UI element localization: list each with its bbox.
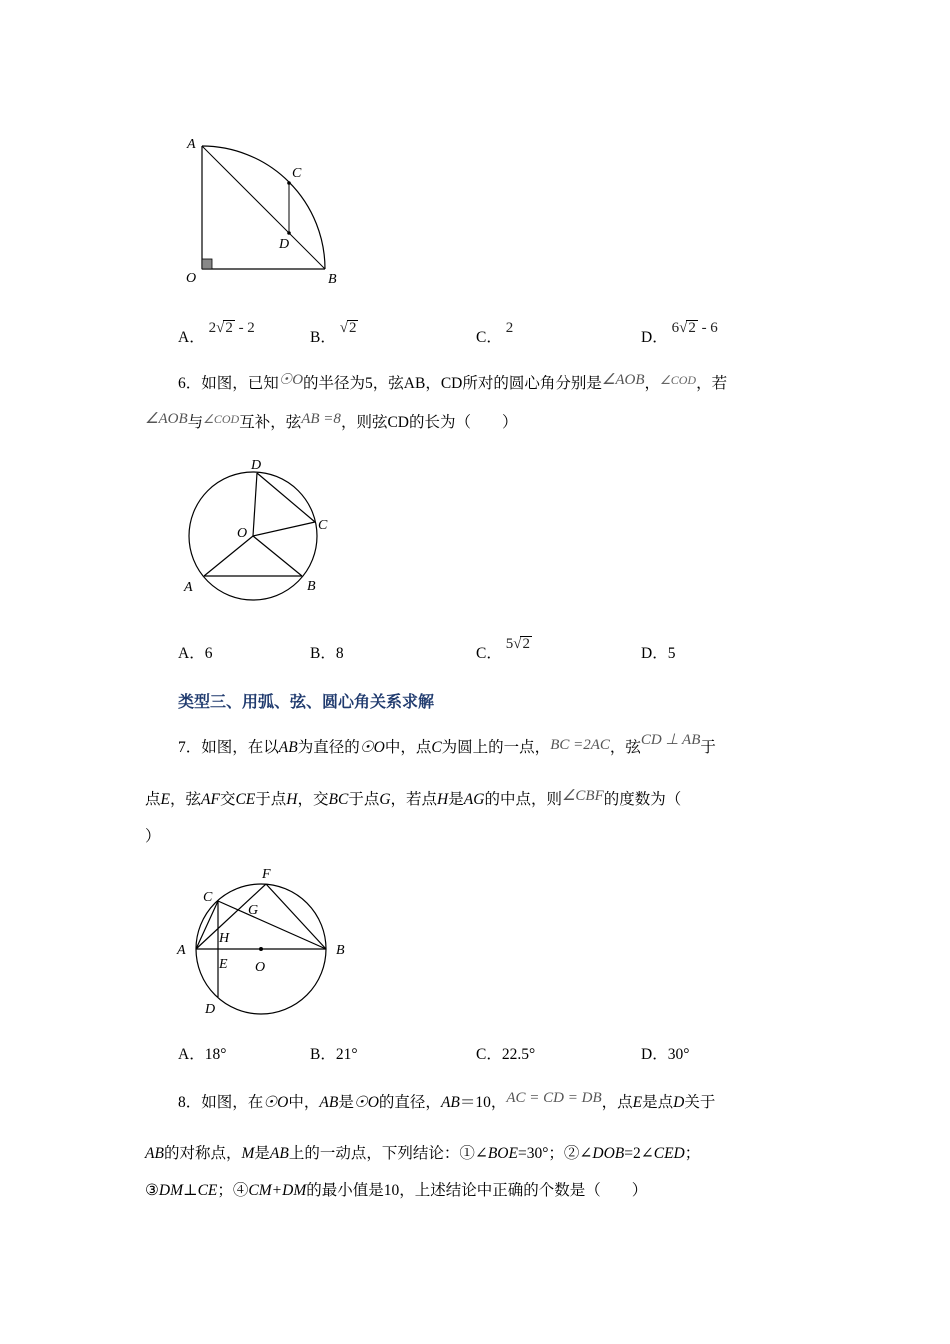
q8-text: 8．如图，在	[178, 1094, 264, 1111]
q5-option-d[interactable]: D． 6√2 - 6	[641, 320, 718, 346]
q7-line-2	[145, 787, 681, 809]
q5-option-b-rad: 2	[348, 320, 357, 336]
q8-line-1	[178, 1090, 715, 1112]
q6-option-b[interactable]: B．8	[310, 645, 344, 662]
fig3-label-e: E	[219, 957, 228, 972]
q5-option-a-tail: - 2	[234, 320, 255, 336]
fig3-label-f: F	[262, 867, 271, 882]
q6-option-c-rad: 2	[522, 636, 530, 652]
q6-option-a[interactable]: A．6	[178, 645, 213, 662]
q5-option-b-label: B．	[310, 329, 336, 346]
q7-text: 是	[448, 791, 464, 808]
q5-option-a[interactable]: A． 2√2 - 2	[178, 320, 255, 346]
section-heading: 类型三、用弧、弦、圆心角关系求解	[178, 692, 435, 711]
q7-ab: AB	[278, 739, 298, 756]
q8-text: ；④	[217, 1182, 249, 1199]
q7-text: 7．如图，在以	[178, 739, 279, 756]
q6-text: 互补，弦	[239, 414, 302, 431]
q8-line-3	[145, 1178, 647, 1200]
q6-text: 6．如图，已知	[178, 375, 279, 392]
q8-ce: CE	[197, 1182, 218, 1199]
q8-text: 中，	[288, 1094, 320, 1111]
q7-ce: CE	[235, 791, 256, 808]
q8-text: 上的一动点，下列结论：①∠	[288, 1145, 488, 1162]
q8-text: 是	[254, 1145, 270, 1162]
q8-text: 是点	[642, 1094, 674, 1111]
q7-text: 交	[219, 791, 236, 808]
q8-point-d: D	[673, 1094, 685, 1111]
q7-text: 中，点	[384, 739, 432, 756]
q6-ab-eq: AB =8	[301, 411, 341, 427]
q8-line-2	[145, 1141, 700, 1163]
q8-text: =30°；②∠	[517, 1145, 593, 1162]
q5-option-c-val: 2	[505, 320, 514, 336]
q7-option-c[interactable]: C．22.5°	[476, 1046, 536, 1063]
q6-circle-o: ☉O	[278, 372, 304, 388]
q7-ag: AG	[463, 791, 485, 808]
q7-option-b[interactable]: B．21°	[310, 1046, 358, 1063]
q7-text: 的度数为（	[603, 791, 682, 808]
q6-angle-cod-2: ∠COD	[203, 412, 240, 426]
fig3-label-c: C	[203, 890, 213, 905]
q7-option-d[interactable]: D．30°	[641, 1046, 690, 1063]
q8-ab-4: AB	[269, 1145, 289, 1162]
fig1-label-d: D	[279, 237, 290, 252]
q8-text: 是	[338, 1094, 354, 1111]
q7-af: AF	[201, 791, 220, 808]
q8-text: ，点	[601, 1094, 633, 1111]
q5-option-a-label: A．	[178, 329, 205, 346]
q7-text: ，交	[297, 791, 329, 808]
q7-option-a[interactable]: A．18°	[178, 1046, 227, 1063]
q6-angle-aob-2: ∠AOB	[145, 411, 188, 427]
fig1-label-a: A	[187, 137, 196, 152]
fig1-label-b: B	[328, 272, 337, 287]
q7-arc-relation: BC =2AC	[550, 737, 610, 753]
q8-text: ③	[145, 1182, 159, 1199]
figure-quarter-circle	[175, 130, 355, 290]
q7-text: 于	[700, 739, 716, 756]
q6-option-c[interactable]: C． 5√2	[476, 636, 530, 662]
q7-text: 于点	[348, 791, 380, 808]
q8-point-m: M	[241, 1145, 255, 1162]
q8-text: ＝10，	[459, 1094, 507, 1111]
q7-perp: CD ⊥ AB	[640, 732, 701, 748]
fig3-label-g: G	[248, 903, 259, 918]
q6-line-1	[178, 371, 727, 393]
fig1-label-c: C	[292, 166, 302, 181]
q8-dm: DM	[158, 1182, 184, 1199]
q5-option-d-coef: 6	[671, 320, 680, 336]
q7-bc: BC	[328, 791, 349, 808]
q5-option-d-tail: - 6	[697, 320, 718, 336]
q7-text: ，弦	[609, 739, 641, 756]
q7-text: 于点	[255, 791, 287, 808]
q5-option-c-label: C．	[476, 329, 502, 346]
q7-line-1	[178, 732, 716, 757]
q8-text: 的直径，	[378, 1094, 441, 1111]
fig2-label-b: B	[307, 579, 316, 594]
q7-text: 为直径的	[297, 739, 360, 756]
q5-option-a-rad: 2	[225, 320, 233, 336]
q8-point-e: E	[632, 1094, 643, 1111]
q7-circle-o: ☉O	[359, 739, 385, 756]
q7-text: 为圆上的一点，	[441, 739, 551, 756]
q7-point-g: G	[379, 791, 391, 808]
q6-text: ，则弦CD的长为（ ）	[340, 414, 518, 431]
q5-option-d-label: D．	[641, 329, 668, 346]
q7-point-e: E	[160, 791, 170, 808]
q6-text: ，若	[696, 375, 728, 392]
figure-circle-abf	[172, 858, 357, 1018]
q8-ced: CED	[653, 1145, 685, 1162]
fig2-label-o: O	[237, 526, 248, 541]
q8-text: ⊥	[183, 1182, 198, 1199]
q6-text: ，	[644, 375, 660, 392]
fig3-label-h: H	[219, 931, 230, 946]
q8-ab-3: AB	[145, 1145, 164, 1162]
q5-option-a-coef: 2	[208, 320, 217, 336]
q5-option-b[interactable]: B． √2	[310, 320, 357, 346]
q8-cm-dm: CM+DM	[248, 1182, 307, 1199]
q7-angle-cbf: ∠CBF	[561, 788, 604, 804]
q8-ab: AB	[319, 1094, 339, 1111]
q6-option-c-label: C．	[476, 645, 502, 662]
q8-text: =2∠	[624, 1145, 654, 1162]
fig2-label-c: C	[318, 518, 328, 533]
q8-circle-o-2: ☉O	[353, 1094, 379, 1111]
q8-ab-2: AB	[440, 1094, 460, 1111]
q8-dob: DOB	[592, 1145, 625, 1162]
fig3-label-o: O	[255, 960, 266, 975]
q8-text: 关于	[684, 1094, 716, 1111]
q5-option-c[interactable]	[476, 320, 514, 347]
q6-line-2	[145, 410, 517, 432]
fig2-label-d: D	[251, 458, 262, 473]
figure-circle-chords	[175, 450, 345, 610]
q7-line-3: ）	[145, 828, 161, 845]
q8-boe: BOE	[487, 1145, 518, 1162]
q7-text: 点	[145, 791, 161, 808]
q6-option-d[interactable]: D．5	[641, 645, 676, 662]
fig3-label-b: B	[336, 943, 345, 958]
q6-angle-cod: ∠COD	[660, 373, 697, 387]
q8-text: 的对称点，	[163, 1145, 242, 1162]
q5-option-d-rad: 2	[688, 320, 696, 336]
fig3-label-d: D	[205, 1002, 216, 1017]
q7-text: 的中点，则	[484, 791, 562, 808]
q7-text: ，弦	[169, 791, 201, 808]
fig3-label-a: A	[177, 943, 186, 958]
q7-point-h-2: H	[437, 791, 449, 808]
q6-text: 的半径为5，弦AB，CD所对的圆心角分别是	[303, 375, 602, 392]
q6-text: 与	[187, 414, 204, 431]
q6-option-c-coef: 5	[505, 636, 514, 652]
fig2-label-a: A	[184, 580, 193, 595]
q8-arc-relation: AC = CD = DB	[506, 1090, 602, 1106]
q8-text: ；	[684, 1145, 701, 1162]
q7-text: ，若点	[390, 791, 438, 808]
q7-point-c: C	[431, 739, 442, 756]
q7-point-h: H	[286, 791, 298, 808]
q6-angle-aob: ∠AOB	[601, 372, 645, 388]
fig1-label-o: O	[186, 271, 197, 286]
q8-circle-o: ☉O	[263, 1094, 289, 1111]
q8-text: 的最小值是10，上述结论中正确的个数是（ ）	[306, 1182, 648, 1199]
